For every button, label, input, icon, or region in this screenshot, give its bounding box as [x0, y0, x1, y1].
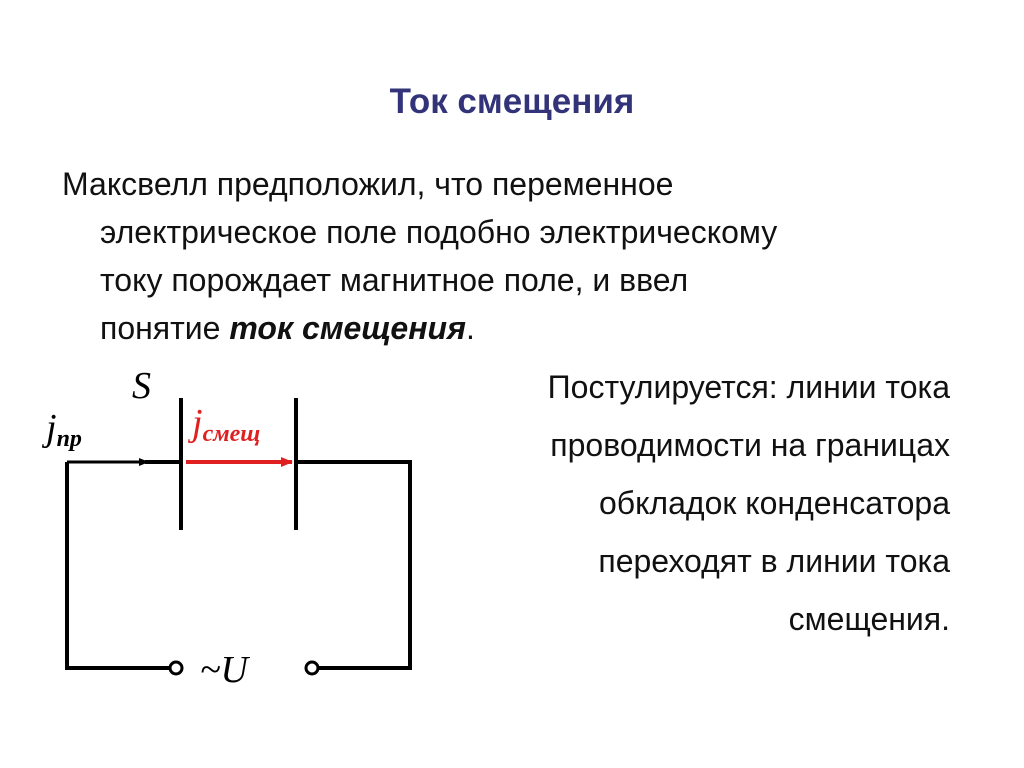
postulate-line-3: обкладок конденсатора [598, 485, 950, 521]
displacement-current-term: ток смещения [229, 310, 466, 346]
intro-line-4-suffix: . [465, 310, 475, 346]
conduction-current-symbol: j [46, 407, 57, 449]
capacitor-circuit-diagram [0, 340, 430, 700]
source-terminal-right [306, 662, 318, 674]
intro-line-3: току порождает магнитное поле, и ввел [100, 262, 689, 298]
intro-line-1: Максвелл предположил, что переменное [62, 166, 674, 202]
postulate-line-4: переходят в линии тока [598, 543, 950, 579]
source-voltage-label: ~U [200, 649, 249, 691]
slide-title: Ток смещения [389, 82, 635, 121]
source-terminal-left [170, 662, 182, 674]
intro-paragraph [62, 160, 982, 352]
surface-label: S [132, 365, 151, 407]
displacement-current-symbol: j [192, 402, 203, 444]
postulate-text [390, 358, 950, 648]
postulate-line-5: смещения. [788, 601, 950, 637]
circuit-wire [67, 462, 410, 668]
conduction-current-label [41, 407, 82, 452]
displacement-current-label [187, 402, 260, 447]
conduction-current-subscript: пр [56, 426, 82, 452]
intro-line-2: электрическое поле подобно электрическому [100, 214, 778, 250]
displacement-current-subscript: смещ [202, 421, 261, 447]
postulate-line-2: проводимости на границах [550, 427, 950, 463]
postulate-line-1: Постулируется: линии тока [547, 369, 950, 405]
intro-line-4-prefix: понятие [100, 310, 230, 346]
